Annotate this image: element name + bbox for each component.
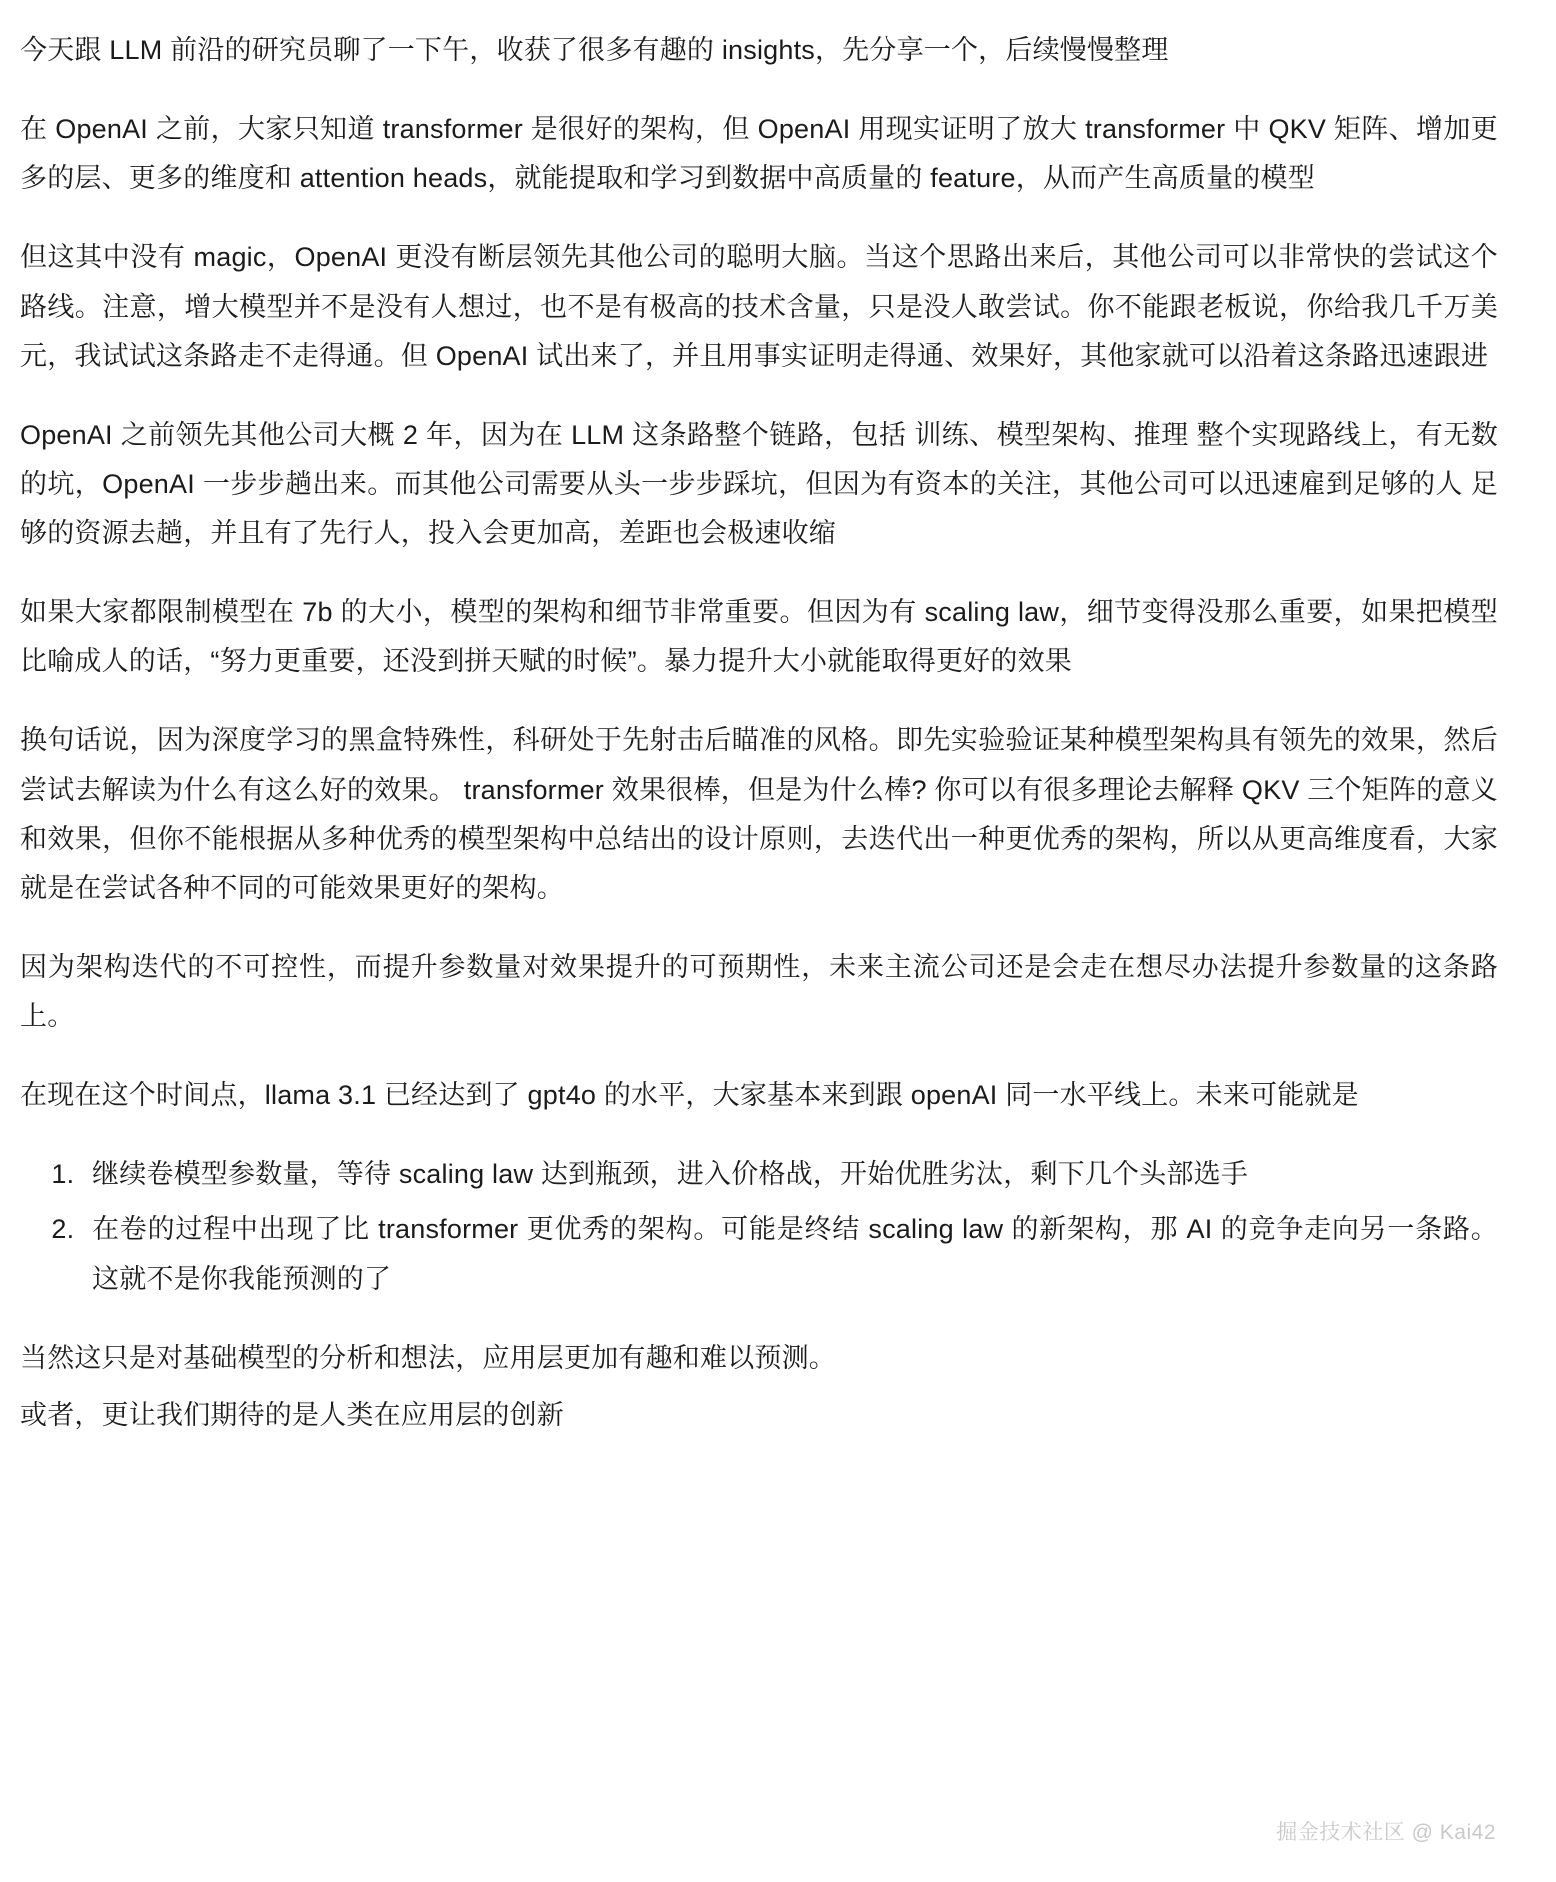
watermark-label: 掘金技术社区 @ Kai42 [1276, 1821, 1496, 1844]
future-predictions-list [20, 1150, 1498, 1303]
paragraph-no-magic: 但这其中没有 magic，OpenAI 更没有断层领先其他公司的聪明大脑。当这个思路出来后，其他公司可以非常快的尝试这个路线。注意，增大模型并不是没有人想过，也不是有极高的技术含量，只是没人敢尝试。你不能跟老板说，你给我几千万美元，我试试这条路走不走得通。但 OpenAI 试出来了，并且用事实证明走得通、效果好，其他家就可以沿着这条路迅速跟进 [20, 242, 1498, 371]
paragraph-closing-analysis: 当然这只是对基础模型的分析和想法，应用层更加有趣和难以预测。 [20, 1342, 836, 1373]
paragraph-two-years-lead: OpenAI 之前领先其他公司大概 2 年，因为在 LLM 这条路整个链路，包括 训练、模型架构、推理 整个实现路线上，有无数的坑，OpenAI 一步步趟出来。而其他公司需要从头一步步踩坑，但因为有资本的关注，其他公司可以迅速雇到足够的人 足够的资源去趟，并且有了先行人，投入会更加高，差距也会极速收缩 [20, 419, 1498, 548]
closing-block [20, 1334, 1498, 1440]
article-body [20, 26, 1498, 1440]
list-item: 1. 继续卷模型参数量，等待 scaling law 达到瓶颈，进入价格战，开始优胜劣汰，剩下几个头部选手 [82, 1150, 1498, 1199]
paragraph-black-box: 换句话说，因为深度学习的黑盒特殊性，科研处于先射击后瞄准的风格。即先实验验证某种模型架构具有领先的效果，然后尝试去解读为什么有这么好的效果。 transformer 效果很棒，但是为什么棒? 你可以有很多理论去解释 QKV 三个矩阵的意义和效果，但你不能根据从多种优秀的模型架构中总结出的设计原则，去迭代出一种更优秀的架构，所以从更高维度看，大家就是在尝试各种不同的可能效果更好的架构。 [20, 725, 1498, 903]
paragraph-param-growth: 因为架构迭代的不可控性，而提升参数量对效果提升的可预期性，未来主流公司还是会走在想尽办法提升参数量的这条路上。 [20, 951, 1498, 1031]
paragraph-intro: 今天跟 LLM 前沿的研究员聊了一下午，收获了很多有趣的 insights，先分享一个，后续慢慢整理 [20, 35, 1169, 65]
list-item: 2. 在卷的过程中出现了比 transformer 更优秀的架构。可能是终结 scaling law 的新架构，那 AI 的竞争走向另一条路。这就不是你我能预测的了 [82, 1205, 1498, 1303]
paragraph-llama-gpt4o: 在现在这个时间点，llama 3.1 已经达到了 gpt4o 的水平，大家基本来到跟 openAI 同一水平线上。未来可能就是 [20, 1080, 1359, 1111]
paragraph-scaling-law: 如果大家都限制模型在 7b 的大小，模型的架构和细节非常重要。但因为有 scaling law，细节变得没那么重要，如果把模型比喻成人的话，“努力更重要，还没到拼天赋的时候”。暴力提升大小就能取得更好的效果 [20, 597, 1498, 677]
paragraph-closing-hope: 或者，更让我们期待的是人类在应用层的创新 [20, 1399, 564, 1430]
paragraph-openai-before: 在 OpenAI 之前，大家只知道 transformer 是很好的架构，但 OpenAI 用现实证明了放大 transformer 中 QKV 矩阵、增加更多的层、更多的维度和 attention heads，就能提取和学习到数据中高质量的 feature，从而产生高质量的模型 [20, 114, 1498, 194]
